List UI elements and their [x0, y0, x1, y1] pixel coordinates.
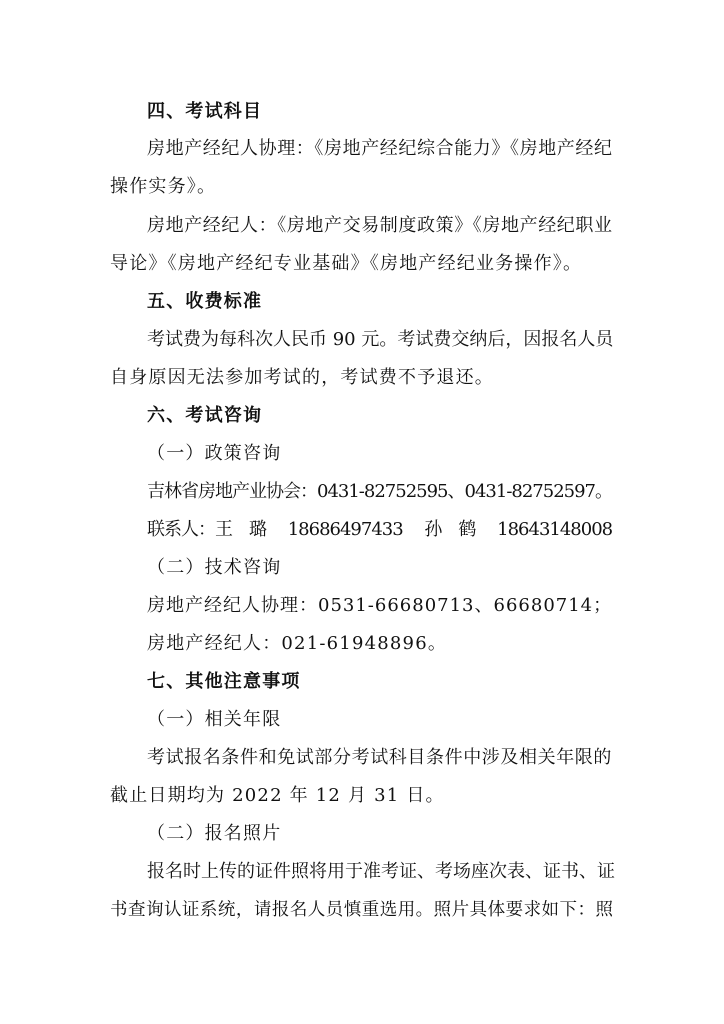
section-heading-other-notes: 七、其他注意事项	[147, 671, 301, 692]
contact-line: 联系人：王 璐 18686497433 孙 鹤 18643148008	[147, 519, 613, 540]
paragraph-line: 考试报名条件和免试部分考试科目条件中涉及相关年限的	[147, 747, 612, 768]
section-heading-consultation: 六、考试咨询	[147, 405, 263, 426]
paragraph-line: 报名时上传的证件照将用于准考证、考场座次表、证书、证	[147, 861, 615, 882]
paragraph-line: 吉林省房地产业协会：0431-82752595、0431-82752597。	[147, 481, 613, 502]
paragraph-line: 截止日期均为 2022 年 12 月 31 日。	[110, 785, 445, 806]
paragraph-line: 考试费为每科次人民币 90 元。考试费交纳后，因报名人员	[147, 329, 614, 350]
paragraph-line: 自身原因无法参加考试的，考试费不予退还。	[110, 367, 494, 388]
paragraph-line: 书查询认证系统，请报名人员慎重选用。照片具体要求如下：照	[110, 900, 613, 920]
subsection-heading-years: （一）相关年限	[147, 709, 282, 730]
paragraph-line: 房地产经纪人协理：《房地产经纪综合能力》《房地产经纪	[147, 138, 613, 159]
paragraph-line: 操作实务》。	[110, 176, 217, 197]
section-heading-exam-subjects: 四、考试科目	[147, 101, 263, 122]
paragraph-line: 房地产经纪人：《房地产交易制度政策》《房地产经纪职业	[147, 215, 613, 236]
subsection-heading-technical: （二）技术咨询	[147, 557, 282, 578]
paragraph-line: 导论》《房地产经纪专业基础》《房地产经纪业务操作》。	[110, 253, 583, 274]
subsection-heading-policy: （一）政策咨询	[147, 443, 282, 464]
paragraph-line: 房地产经纪人：021-61948896。	[147, 633, 448, 654]
subsection-heading-photo: （二）报名照片	[147, 823, 282, 844]
section-heading-fees: 五、收费标准	[147, 291, 263, 312]
paragraph-line: 房地产经纪人协理：0531-66680713、66680714；	[147, 595, 613, 616]
